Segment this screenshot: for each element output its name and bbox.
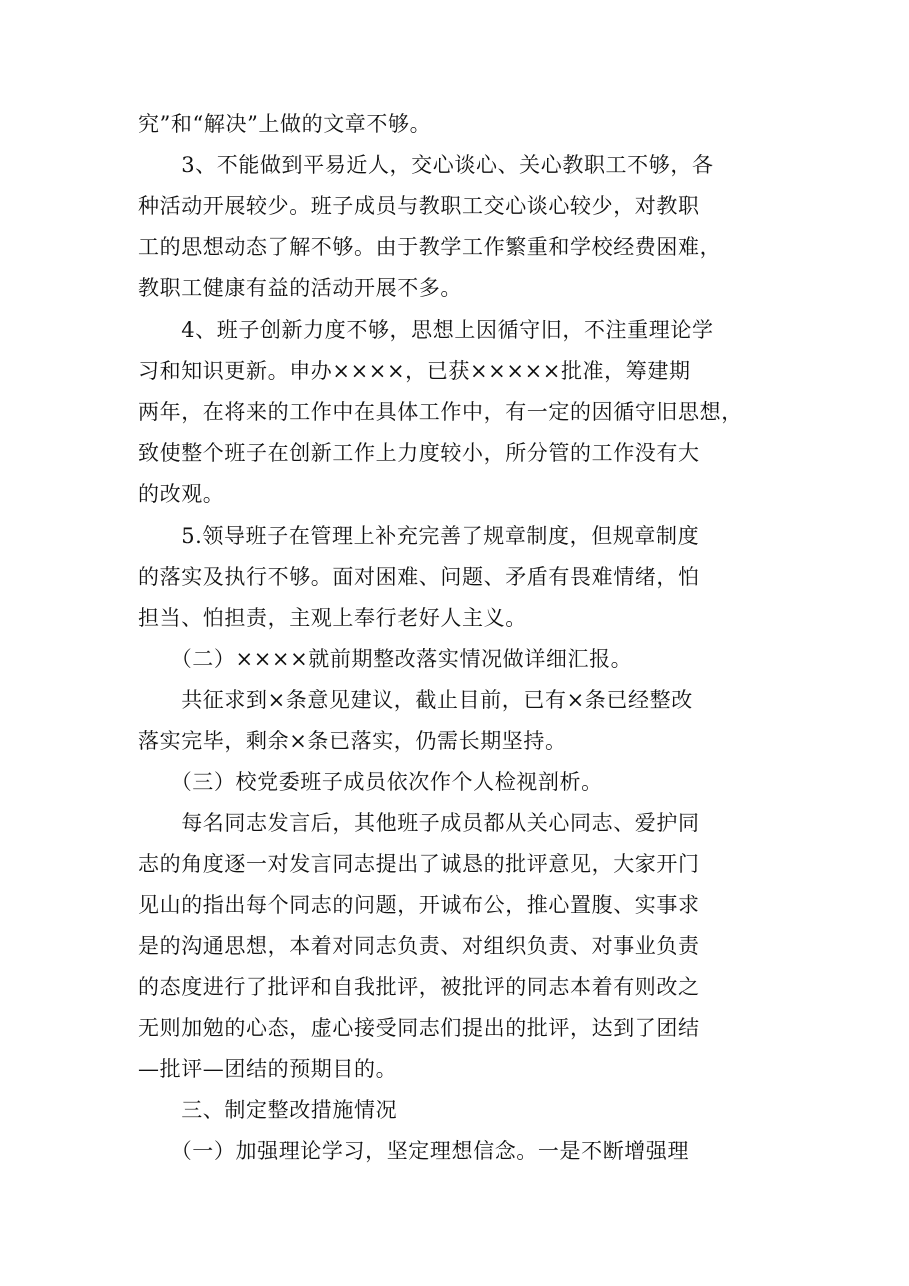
text-line: 是的沟通思想，本着对同志负责、对组织负责、对事业负责 bbox=[138, 934, 700, 958]
text-line: （三）校党委班子成员依次作个人检视剖析。 bbox=[138, 770, 603, 794]
text-line: （一）加强理论学习，坚定理想信念。一是不断增强理 bbox=[138, 1139, 690, 1163]
text-line: 究”和“解决”上做的文章不够。 bbox=[138, 112, 432, 136]
text-line: 落实完毕，剩余×条已落实，仍需长期坚持。 bbox=[138, 729, 567, 753]
text-line: 工的思想动态了解不够。由于教学工作繁重和学校经费困难， bbox=[138, 235, 722, 259]
text-line: 4、班子创新力度不够，思想上因循守旧，不注重理论学 bbox=[138, 318, 714, 342]
text-line: 三、制定整改措施情况 bbox=[138, 1098, 398, 1122]
text-line: （二）××××就前期整改落实情况做详细汇报。 bbox=[138, 647, 633, 671]
text-line: 种活动开展较少。班子成员与教职工交心谈心较少，对教职 bbox=[138, 194, 700, 218]
text-line: 志的角度逐一对发言同志提出了诚恳的批评意见，大家开门 bbox=[138, 852, 700, 876]
text-line: —批评—团结的预期目的。 bbox=[138, 1057, 398, 1081]
text-line: 习和知识更新。申办××××，已获×××××批准，筹建期 bbox=[138, 359, 691, 383]
text-line: 两年，在将来的工作中在具体工作中，有一定的因循守旧思想， bbox=[138, 400, 743, 424]
text-line: 每名同志发言后，其他班子成员都从关心同志、爱护同 bbox=[138, 811, 700, 835]
text-line: 教职工健康有益的活动开展不多。 bbox=[138, 276, 462, 300]
text-line: 见山的指出每个同志的问题，开诚布公，推心置腹、实事求 bbox=[138, 893, 700, 917]
text-line: 的改观。 bbox=[138, 482, 225, 506]
text-line: 担当、怕担责，主观上奉行老好人主义。 bbox=[138, 606, 527, 630]
text-line: 3、不能做到平易近人，交心谈心、关心教职工不够，各 bbox=[138, 153, 714, 177]
text-line: 的落实及执行不够。面对困难、问题、矛盾有畏难情绪，怕 bbox=[138, 565, 700, 589]
text-line: 的态度进行了批评和自我批评，被批评的同志本着有则改之 bbox=[138, 975, 700, 999]
text-line: 5.领导班子在管理上补充完善了规章制度，但规章制度 bbox=[138, 524, 700, 548]
text-line: 共征求到×条意见建议，截止目前，已有×条已经整改 bbox=[138, 688, 693, 712]
text-line: 无则加勉的心态，虚心接受同志们提出的批评，达到了团结 bbox=[138, 1016, 700, 1040]
text-line: 致使整个班子在创新工作上力度较小，所分管的工作没有大 bbox=[138, 441, 700, 465]
